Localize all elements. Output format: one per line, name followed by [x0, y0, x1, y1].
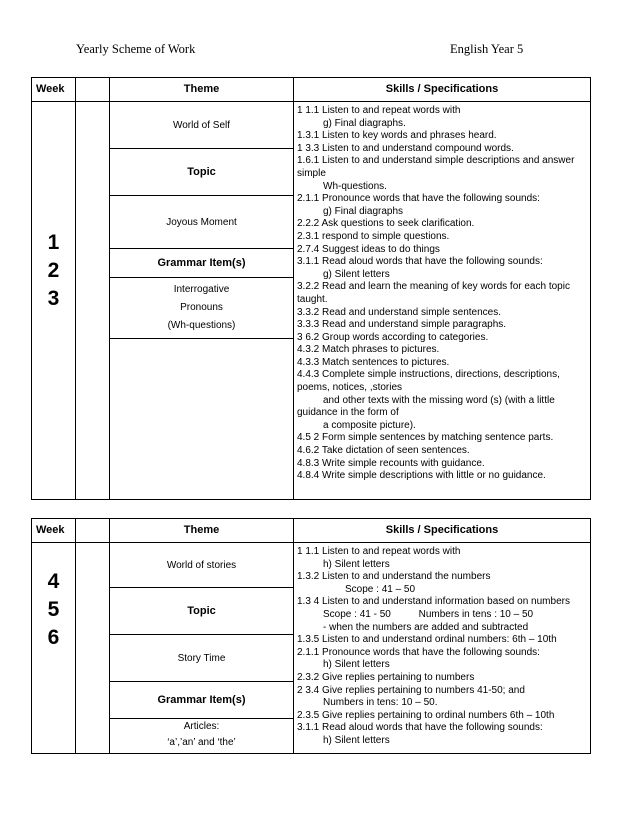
theme-value: World of Self [110, 102, 294, 149]
skill-line: 1 3.3 Listen to and understand compound words. [297, 142, 514, 154]
theme-empty-cell [110, 339, 294, 500]
skill-line: h) Silent letters [323, 659, 390, 671]
blank-header [76, 519, 110, 543]
skill-line: 2.1.1 Pronounce words that have the following sounds: [297, 193, 540, 205]
grammar-value-line: ‘a’,’an’ and ‘the’ [167, 737, 236, 748]
blank-column [76, 543, 110, 754]
skill-line: g) Final diagraphs [323, 205, 404, 217]
skill-line: Scope : 41 - 50 Numbers in tens : 10 – 50 [323, 608, 534, 620]
table-header-row [32, 78, 591, 102]
skill-line: 1.3.2 Listen to and understand the numbers [297, 571, 491, 583]
grammar-value [110, 278, 294, 339]
skill-line: 2.3.1 respond to simple questions. [297, 230, 450, 242]
skill-line: 2.1.1 Pronounce words that have the following sounds: [297, 646, 540, 658]
skill-line: 1 1.1 Listen to and repeat words with [297, 105, 461, 116]
skill-line: Scope : 41 – 50 [345, 583, 416, 595]
skill-line: 4.3.2 Match phrases to pictures. [297, 344, 440, 356]
document-header-subject: English Year 5 [450, 42, 524, 56]
skill-line: and other texts with the missing word (s) (with a little guidance in the form of [297, 394, 555, 419]
theme-header: Theme [110, 519, 294, 543]
grammar-value-line: (Wh-questions) [167, 320, 236, 331]
skill-line: 3.2.2 Read and learn the meaning of key words for each topic taught. [297, 281, 570, 305]
skill-line: 2.2.2 Ask questions to seek clarification. [297, 218, 475, 230]
scheme-table-weeks-4-6 [31, 518, 591, 754]
skill-line: 3 6.2 Group words according to categories. [297, 331, 489, 343]
week-number: 4 [47, 570, 60, 593]
scheme-table-weeks-1-3 [31, 77, 591, 500]
skill-line: g) Final diagraphs. [323, 117, 406, 129]
skill-line: 3.3.2 Read and understand simple sentences. [297, 306, 502, 318]
skill-line: 1.3.1 Listen to key words and phrases heard. [297, 130, 497, 142]
skills-list [294, 543, 591, 754]
skill-line: Wh-questions. [323, 180, 387, 192]
table-header-row [32, 519, 591, 543]
skill-line: 4.8.3 Write simple recounts with guidance. [297, 457, 485, 469]
topic-value: Joyous Moment [110, 196, 294, 249]
skills-list [294, 102, 591, 500]
grammar-value-line: Articles: [183, 721, 220, 732]
skill-line: 2 3.4 Give replies pertaining to numbers 41-50; and [297, 684, 525, 696]
week-header: Week [32, 519, 76, 543]
skills-header: Skills / Specifications [294, 78, 591, 102]
topic-value: Story Time [110, 635, 294, 682]
week-header: Week [32, 78, 76, 102]
skill-line: g) Silent letters [323, 268, 390, 280]
grammar-label: Grammar Item(s) [110, 249, 294, 278]
skill-line: - when the numbers are added and subtracted [323, 621, 529, 633]
week-number: 6 [47, 626, 60, 649]
skill-line: 4.4.3 Complete simple instructions, directions, descriptions, poems, notices, ,stories [297, 369, 560, 394]
skill-line: 3.1.1 Read aloud words that have the following sounds: [297, 256, 543, 268]
skill-line: Numbers in tens: 10 – 50. [323, 697, 438, 709]
week-number: 3 [47, 286, 60, 310]
skill-line: 4.3.3 Match sentences to pictures. [297, 356, 450, 368]
skill-line: 1 1.1 Listen to and repeat words with [297, 546, 461, 557]
skill-line: 1.3 4 Listen to and understand information based on numbers [297, 596, 570, 608]
skill-line: 4.6.2 Take dictation of seen sentences. [297, 445, 470, 457]
skill-line: 4.5 2 Form simple sentences by matching sentence parts. [297, 432, 554, 444]
skill-line: 1.3.5 Listen to and understand ordinal numbers: 6th – 10th [297, 634, 557, 646]
skill-line: 2.7.4 Suggest ideas to do things [297, 243, 440, 255]
skill-line: 3.1.1 Read aloud words that have the following sounds: [297, 722, 543, 734]
theme-value: World of stories [110, 543, 294, 588]
topic-label: Topic [110, 588, 294, 635]
week-number: 5 [47, 598, 60, 621]
document-header-title: Yearly Scheme of Work [76, 42, 196, 56]
skill-line: 2.3.2 Give replies pertaining to numbers [297, 671, 475, 683]
week-number: 2 [47, 258, 60, 282]
grammar-label: Grammar Item(s) [110, 682, 294, 719]
grammar-value-line: Interrogative [173, 284, 230, 295]
skill-line: a composite picture). [323, 419, 416, 431]
skill-line: h) Silent letters [323, 558, 390, 570]
skill-line: 4.8.4 Write simple descriptions with little or no guidance. [297, 470, 546, 482]
skills-header: Skills / Specifications [294, 519, 591, 543]
theme-header: Theme [110, 78, 294, 102]
skill-line: 1.6.1 Listen to and understand simple descriptions and answer simple [297, 155, 575, 179]
week-number: 1 [47, 230, 60, 254]
week-numbers [32, 543, 76, 754]
skill-line: 3.3.3 Read and understand simple paragraphs. [297, 319, 507, 331]
grammar-value [110, 719, 294, 754]
blank-column [76, 102, 110, 500]
topic-label: Topic [110, 149, 294, 196]
grammar-value-line: Pronouns [180, 302, 223, 313]
skill-line: 2.3.5 Give replies pertaining to ordinal numbers 6th – 10th [297, 709, 555, 721]
week-numbers [32, 102, 76, 500]
blank-header [76, 78, 110, 102]
skill-line: h) Silent letters [323, 734, 390, 746]
